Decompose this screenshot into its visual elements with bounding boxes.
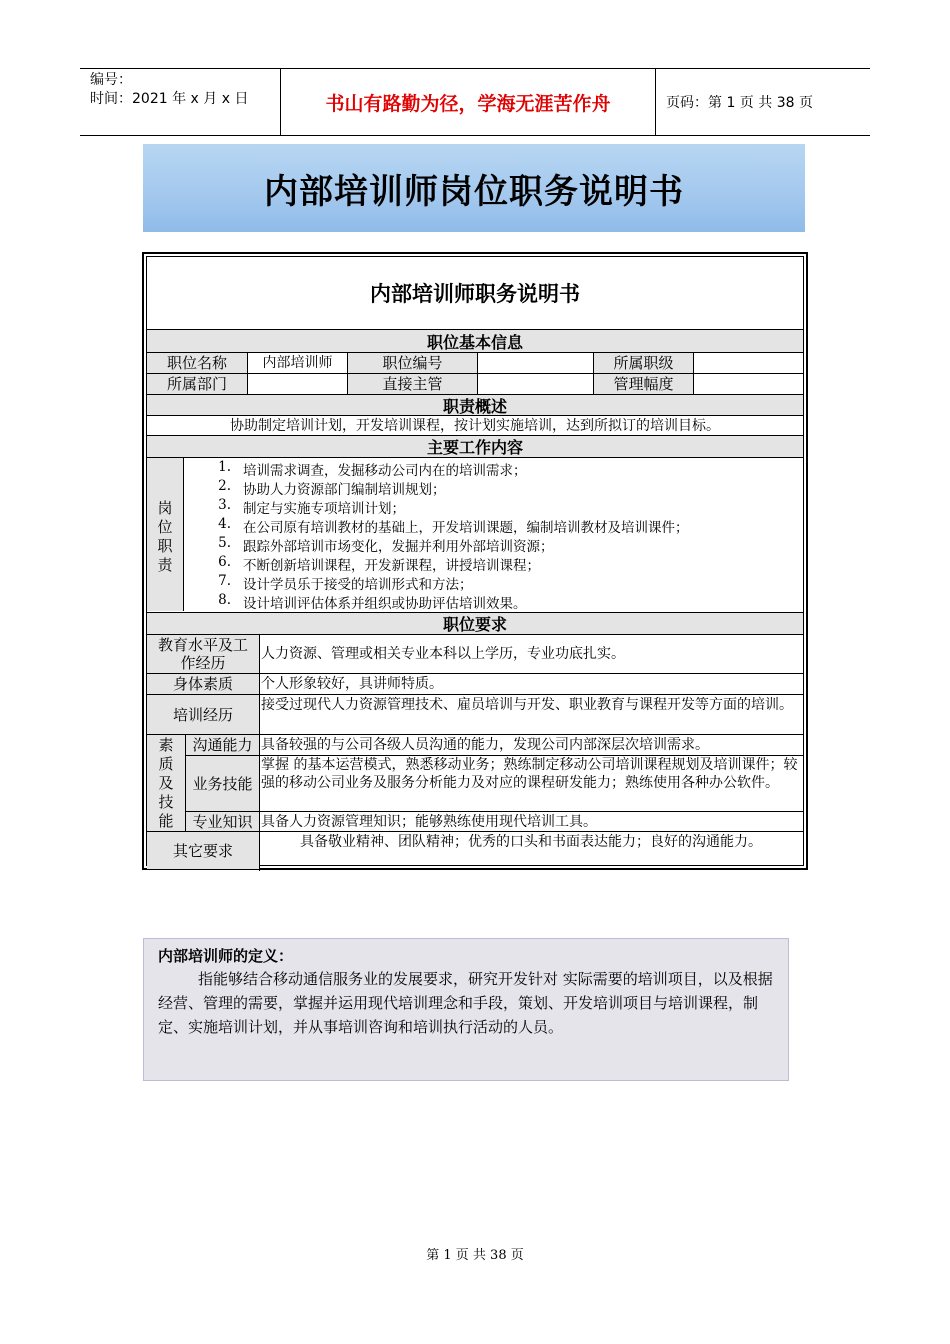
communication-label: 沟通能力 bbox=[186, 735, 259, 755]
quality-side-label: 素质及技能 bbox=[158, 735, 174, 830]
training-label: 培训经历 bbox=[147, 695, 259, 734]
section-requirements: 职位要求 bbox=[147, 613, 803, 635]
page-footer: 第 1 页 共 38 页 bbox=[426, 1248, 524, 1263]
position-code-label: 职位编号 bbox=[348, 353, 477, 373]
header-page-info: 页码：第 1 页 共 38 页 bbox=[666, 95, 813, 111]
header-date: 时间：2021 年 x 月 x 日 bbox=[90, 91, 249, 107]
definition-body: 指能够结合移动通信服务业的发展要求，研究开发针对 实际需要的培训项目，以及根据 经营、管理的需要，掌握并运用现代培训理念和手段，策划、开发培训项目与培训课程，制定、实施培训计划，并从事培训咨询和培训执行活动的人员。 bbox=[158, 970, 773, 1036]
definition-title: 内部培训师的定义： bbox=[158, 947, 294, 965]
duty-item: 7. 设计学员乐于接受的培训形式和方法； bbox=[218, 573, 473, 593]
position-level-label: 所属职级 bbox=[594, 353, 693, 373]
col-divider bbox=[477, 353, 478, 394]
job-description-table bbox=[142, 252, 808, 870]
professional-knowledge-label: 专业知识 bbox=[186, 812, 259, 831]
duty-item: 8. 设计培训评估体系并组织或协助评估培训效果。 bbox=[218, 592, 527, 612]
duty-list bbox=[183, 459, 803, 611]
banner-title: 内部培训师岗位职务说明书 bbox=[143, 144, 805, 232]
position-name-value: 内部培训师 bbox=[262, 355, 333, 371]
header-number: 编号： bbox=[90, 72, 132, 88]
col-divider bbox=[259, 635, 260, 871]
duty-item: 4. 在公司原有培训教材的基础上，开发培训课题，编制培训教材及培训课件； bbox=[218, 516, 689, 536]
physical-value: 个人形象较好，具讲师特质。 bbox=[261, 676, 443, 692]
definition-box bbox=[143, 938, 789, 1081]
business-skill-label: 业务技能 bbox=[186, 756, 259, 811]
business-skill-value: 掌握 的基本运营模式，熟悉移动业务；熟练制定移动公司培训课程规划及培训课件；较强的移动公司业务及服务分析能力及对应的课程研发能力；熟练使用各种办公软件。 bbox=[261, 757, 798, 791]
physical-label: 身体素质 bbox=[147, 674, 259, 694]
department-label: 所属部门 bbox=[147, 374, 247, 394]
duty-side-label-text: 岗位职责 bbox=[157, 499, 173, 574]
section-basic-info: 职位基本信息 bbox=[147, 330, 803, 353]
training-value: 接受过现代人力资源管理技术、雇员培训与开发、职业教育与课程开发等方面的培训。 bbox=[261, 697, 793, 713]
header-meta bbox=[80, 69, 280, 135]
duty-item: 2. 协助人力资源部门编制培训规划； bbox=[218, 478, 446, 498]
duty-item: 1. 培训需求调查，发掘移动公司内在的培训需求； bbox=[218, 459, 527, 479]
document-title: 内部培训师职务说明书 bbox=[147, 257, 803, 330]
duty-side-label bbox=[147, 497, 183, 577]
table-inner bbox=[146, 256, 804, 866]
section-main-work: 主要工作内容 bbox=[147, 436, 803, 458]
page-header bbox=[80, 68, 870, 136]
row-divider bbox=[185, 811, 803, 812]
education-value: 人力资源、管理或相关专业本科以上学历，专业功底扎实。 bbox=[261, 646, 625, 662]
supervisor-label: 直接主管 bbox=[348, 374, 477, 394]
education-label: 教育水平及工作经历 bbox=[147, 635, 259, 673]
duty-item: 3. 制定与实施专项培训计划； bbox=[218, 497, 405, 517]
section-summary: 职责概述 bbox=[147, 395, 803, 416]
professional-knowledge-value: 具备人力资源管理知识；能够熟练使用现代培训工具。 bbox=[261, 814, 597, 830]
col-divider bbox=[693, 353, 694, 394]
other-requirements-value: 具备敬业精神、团队精神；优秀的口头和书面表达能力；良好的沟通能力。 bbox=[300, 834, 762, 850]
communication-value: 具备较强的与公司各级人员沟通的能力，发现公司内部深层次培训需求。 bbox=[261, 737, 709, 753]
duty-item: 6. 不断创新培训课程，开发新课程，讲授培训课程； bbox=[218, 554, 540, 574]
management-span-label: 管理幅度 bbox=[594, 374, 693, 394]
position-name-label: 职位名称 bbox=[147, 353, 247, 373]
duty-item: 5. 跟踪外部培训市场变化，发掘并利用外部培训资源； bbox=[218, 535, 554, 555]
header-motto: 书山有路勤为径，学海无涯苦作舟 bbox=[280, 69, 656, 135]
summary-text: 协助制定培训计划，开发培训课程，按计划实施培训，达到所拟订的培训目标。 bbox=[230, 417, 720, 434]
other-requirements-label: 其它要求 bbox=[147, 832, 259, 869]
